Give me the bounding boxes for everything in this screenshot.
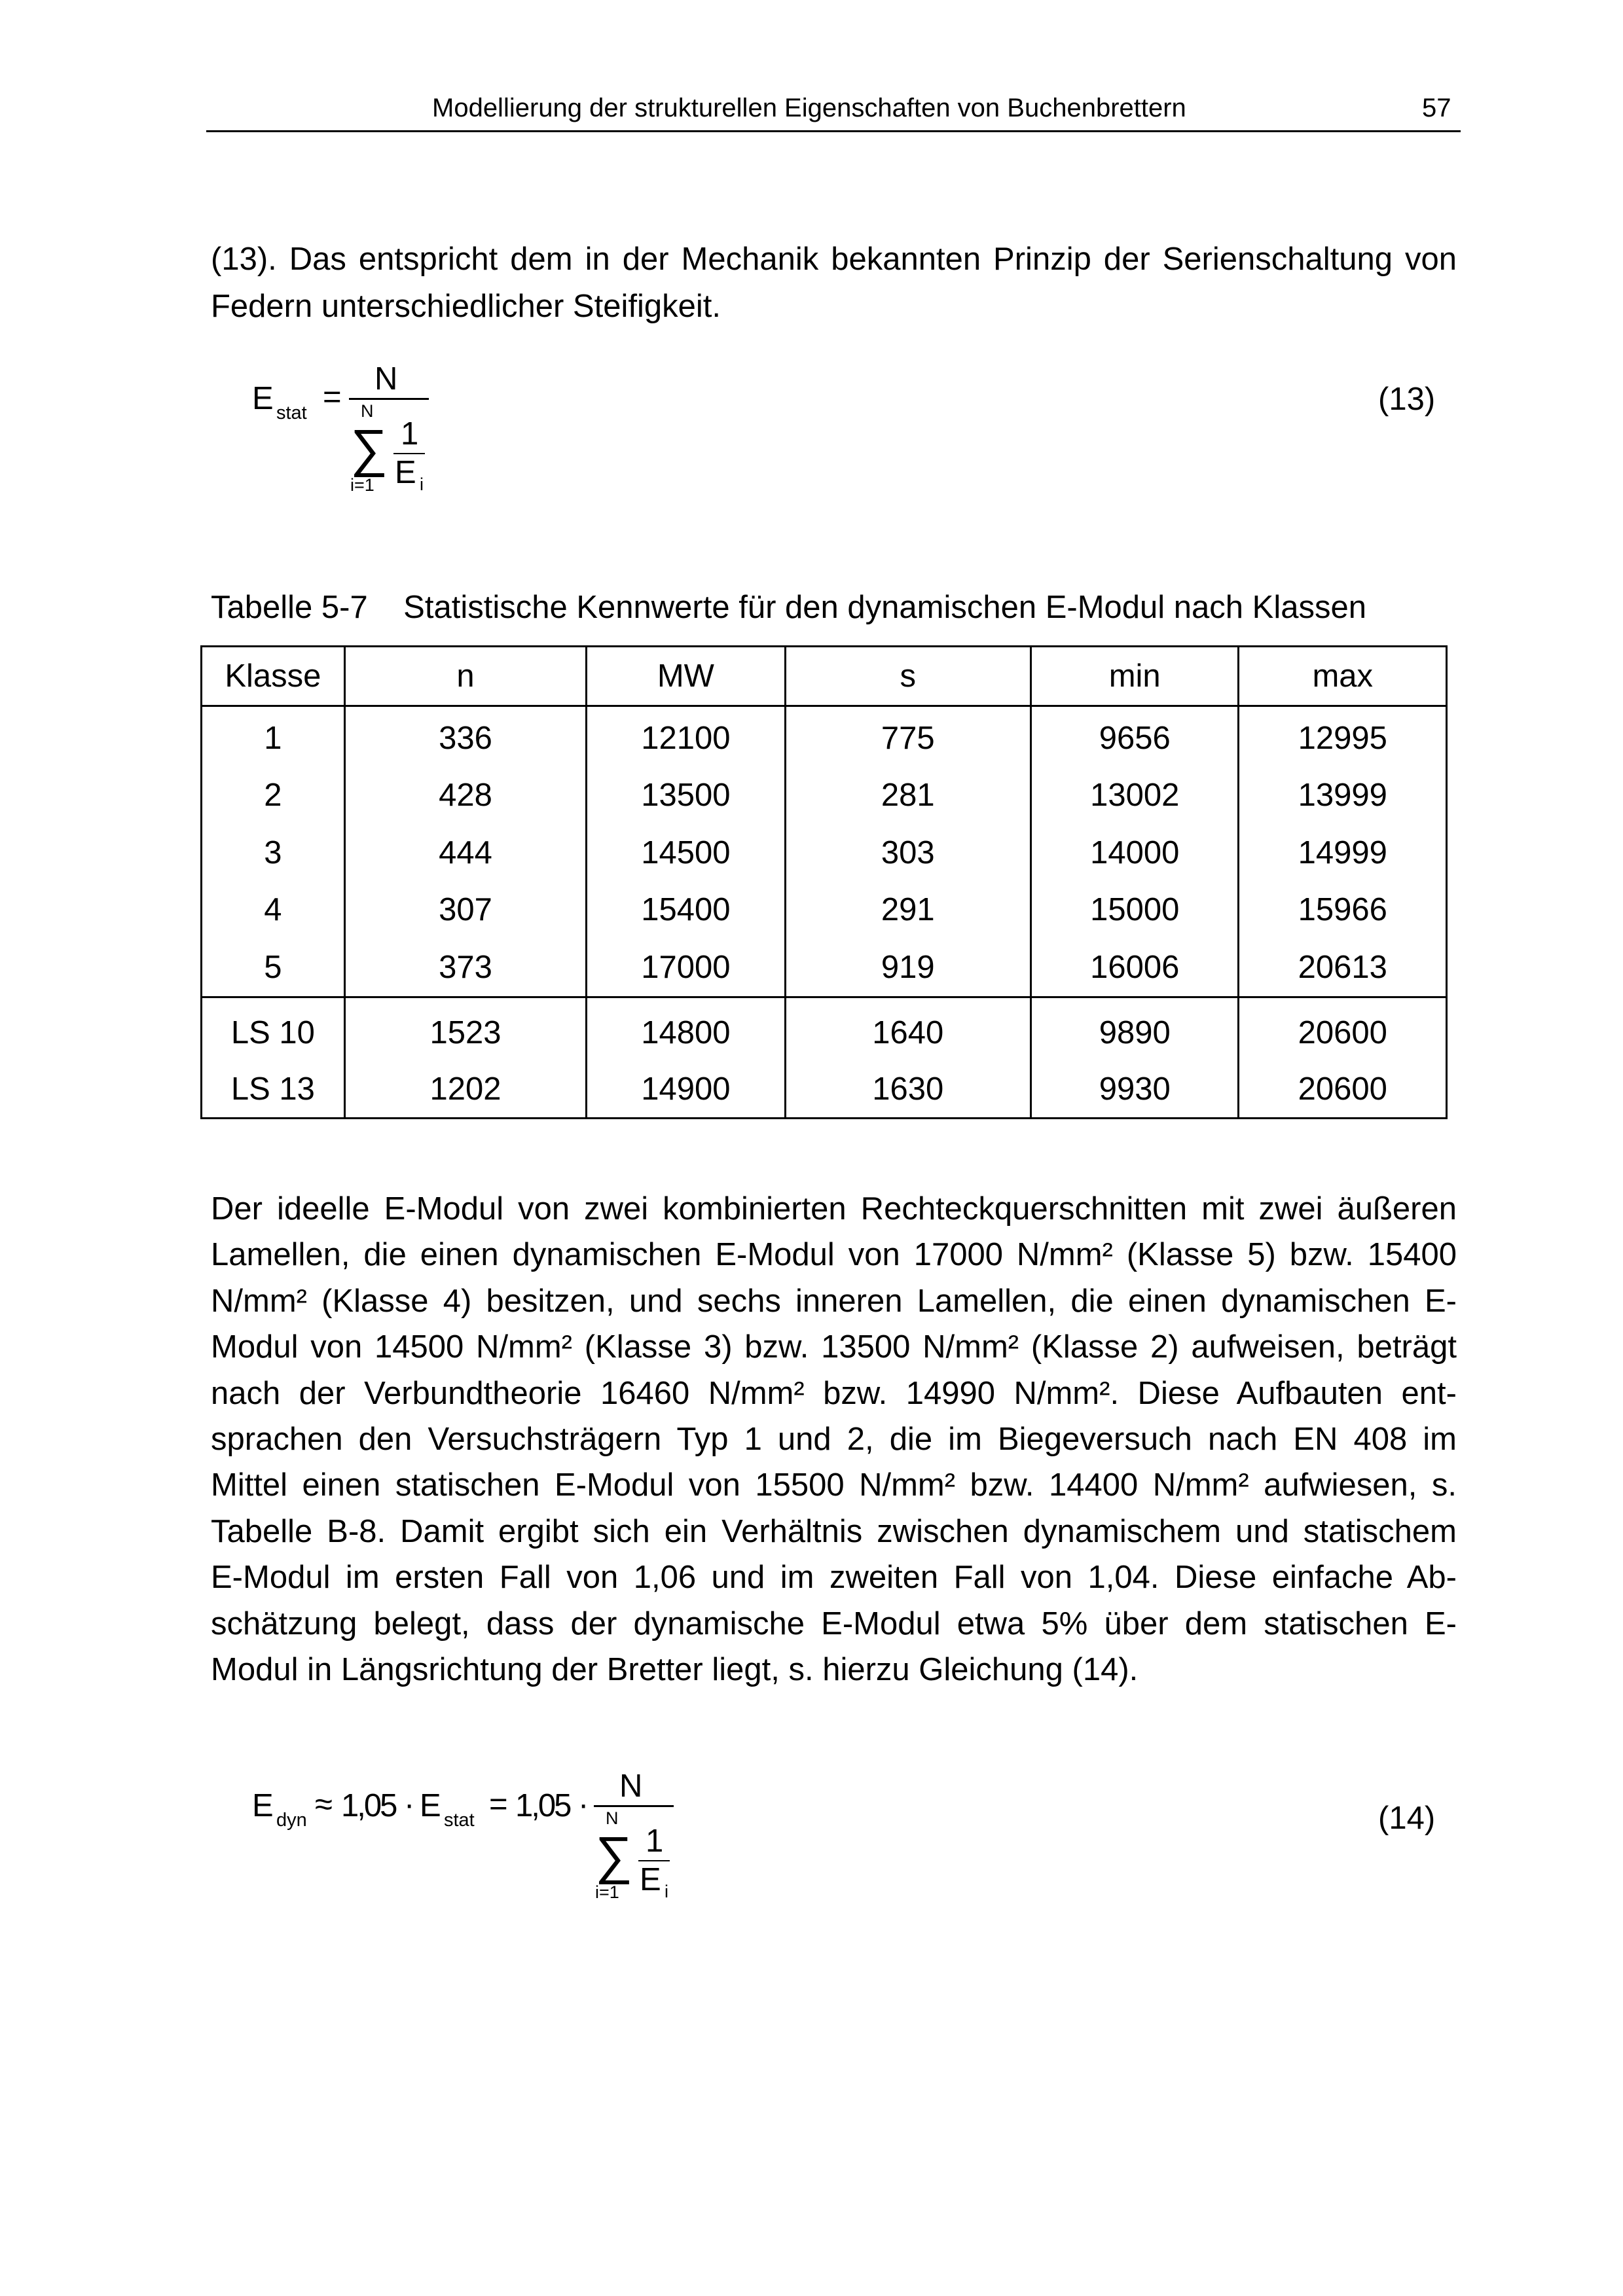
- table-cell: 428: [344, 767, 586, 825]
- equation-13: [252, 363, 448, 501]
- table-cell: LS 13: [202, 1061, 345, 1119]
- table-cell: 919: [785, 939, 1030, 997]
- text-line: Der ideelle E-Modul von zwei kombinierten Rechteckquerschnitten mit zwei äußeren: [211, 1191, 1457, 1227]
- table-cell: 4: [202, 882, 345, 939]
- table-cell: 373: [344, 939, 586, 997]
- fraction-bar: [349, 398, 429, 400]
- table-cell: 20600: [1239, 1061, 1447, 1119]
- table-cell: 12995: [1239, 706, 1447, 767]
- eq-subscript: i: [665, 1882, 668, 1901]
- text-line: Mittel einen statischen E-Modul von 15500 N/mm² bzw. 14400 N/mm² aufwiesen, s.: [211, 1467, 1457, 1503]
- table-cell: 444: [344, 824, 586, 882]
- table-row: [202, 824, 1447, 882]
- table-cell: 13002: [1030, 767, 1239, 825]
- column-header: max: [1239, 647, 1447, 706]
- eq-numerator: N: [374, 361, 398, 397]
- table-cell: 303: [785, 824, 1030, 882]
- fraction-bar: [393, 453, 425, 454]
- table-cell: 9890: [1030, 997, 1239, 1061]
- text-line: nach der Verbundtheorie 16460 N/mm² bzw. 14990 N/mm². Diese Aufbauten ent-: [211, 1375, 1457, 1411]
- table-cell: 13500: [587, 767, 786, 825]
- table-cell: 14900: [587, 1061, 786, 1119]
- table-cell: 5: [202, 939, 345, 997]
- fraction-bar: [594, 1805, 674, 1807]
- table-cell: 1640: [785, 997, 1030, 1061]
- eq-subscript: stat: [276, 403, 307, 423]
- table-row: [202, 939, 1447, 997]
- column-header: Klasse: [202, 647, 345, 706]
- paragraph-1: [211, 236, 1457, 330]
- sum-lower-limit: i=1: [350, 475, 374, 495]
- column-header: n: [344, 647, 586, 706]
- table-row: [202, 997, 1447, 1061]
- eq-equals: =: [489, 1787, 508, 1822]
- eq-dot: ·: [404, 1787, 415, 1822]
- data-table: [200, 645, 1448, 1119]
- eq-symbol: E: [420, 1788, 441, 1823]
- table-cell: 1523: [344, 997, 586, 1061]
- eq-factor: 1,05: [341, 1788, 396, 1823]
- text-line: Tabelle B-8. Damit ergibt sich ein Verhältnis zwischen dynamischem und statischem: [211, 1513, 1457, 1549]
- paragraph-2: [211, 1186, 1457, 1693]
- page-number: 57: [1422, 94, 1451, 122]
- equation-14: [252, 1770, 684, 1908]
- table-cell: 12100: [587, 706, 786, 767]
- eq-numerator: N: [619, 1768, 643, 1804]
- table-cell: 17000: [587, 939, 786, 997]
- running-header-title: Modellierung der strukturellen Eigenschaften von Buchenbrettern: [432, 94, 1186, 122]
- table-cell: 13999: [1239, 767, 1447, 825]
- table-cell: 20600: [1239, 997, 1447, 1061]
- table-cell: 281: [785, 767, 1030, 825]
- eq-dot: ·: [578, 1787, 589, 1822]
- eq-symbol: E: [252, 1788, 274, 1823]
- table-cell: 1: [202, 706, 345, 767]
- eq-subscript: stat: [444, 1810, 475, 1831]
- text-line: Lamellen, die einen dynamischen E-Modul von 17000 N/mm² (Klasse 5) bzw. 15400: [211, 1237, 1457, 1273]
- fraction-bar: [638, 1860, 670, 1861]
- column-header: s: [785, 647, 1030, 706]
- table-cell: 3: [202, 824, 345, 882]
- table-row: [202, 1061, 1447, 1119]
- sigma-icon: ∑: [595, 1826, 633, 1884]
- table-cell: 15000: [1030, 882, 1239, 939]
- text-line: (13). Das entspricht dem in der Mechanik bekannten Prinzip der Serienschaltung von: [211, 242, 1457, 277]
- text-line: Modul von 14500 N/mm² (Klasse 3) bzw. 13500 N/mm² (Klasse 2) aufweisen, beträgt: [211, 1329, 1457, 1365]
- sum-upper-limit: N: [361, 401, 374, 421]
- table-cell: 20613: [1239, 939, 1447, 997]
- sigma-icon: ∑: [350, 419, 388, 477]
- eq-equals: =: [323, 380, 342, 415]
- table-cell: 336: [344, 706, 586, 767]
- table-row: [202, 706, 1447, 767]
- table-row: [202, 882, 1447, 939]
- table-cell: 1202: [344, 1061, 586, 1119]
- table-row: [202, 767, 1447, 825]
- equation-number-13: (13): [1378, 382, 1436, 417]
- header-rule: [206, 130, 1461, 132]
- eq-inner-numerator: 1: [646, 1823, 664, 1859]
- table-cell: 15966: [1239, 882, 1447, 939]
- eq-inner-denominator: E: [640, 1862, 661, 1897]
- table-cell: 14500: [587, 824, 786, 882]
- table-cell: 14999: [1239, 824, 1447, 882]
- eq-factor: 1,05: [515, 1788, 570, 1823]
- eq-inner-numerator: 1: [401, 416, 419, 452]
- sum-upper-limit: N: [606, 1808, 619, 1828]
- equation-number-14: (14): [1378, 1801, 1436, 1836]
- text-line: E-Modul im ersten Fall von 1,06 und im zweiten Fall von 1,04. Diese einfache Ab-: [211, 1560, 1457, 1596]
- table-cell: 9930: [1030, 1061, 1239, 1119]
- table-cell: 14800: [587, 997, 786, 1061]
- text-line: Modul in Längsrichtung der Bretter liegt, s. hierzu Gleichung (14).: [211, 1651, 1139, 1687]
- text-line: N/mm² (Klasse 4) besitzen, und sechs inneren Lamellen, die einen dynamischen E-: [211, 1283, 1457, 1319]
- table-header-row: [202, 647, 1447, 706]
- column-header: min: [1030, 647, 1239, 706]
- table-cell: 15400: [587, 882, 786, 939]
- table-cell: 291: [785, 882, 1030, 939]
- eq-symbol: E: [252, 381, 274, 416]
- eq-approx: ≈: [315, 1787, 333, 1822]
- text-line: Federn unterschiedlicher Steifigkeit.: [211, 289, 721, 324]
- column-header: MW: [587, 647, 786, 706]
- table-cell: 9656: [1030, 706, 1239, 767]
- text-line: schätzung belegt, dass der dynamische E-Modul etwa 5% über dem statischen E-: [211, 1605, 1457, 1641]
- table-caption: Tabelle 5-7 Statistische Kennwerte für den dynamischen E-Modul nach Klassen: [211, 590, 1366, 625]
- eq-subscript: dyn: [276, 1810, 307, 1831]
- text-line: sprachen den Versuchsträgern Typ 1 und 2, die im Biegeversuch nach EN 408 im: [211, 1421, 1457, 1457]
- table-cell: 307: [344, 882, 586, 939]
- table-cell: LS 10: [202, 997, 345, 1061]
- sum-lower-limit: i=1: [595, 1882, 619, 1902]
- eq-subscript: i: [420, 475, 424, 494]
- table-cell: 2: [202, 767, 345, 825]
- table-cell: 775: [785, 706, 1030, 767]
- table-cell: 16006: [1030, 939, 1239, 997]
- table-cell: 14000: [1030, 824, 1239, 882]
- table-cell: 1630: [785, 1061, 1030, 1119]
- eq-inner-denominator: E: [395, 455, 416, 490]
